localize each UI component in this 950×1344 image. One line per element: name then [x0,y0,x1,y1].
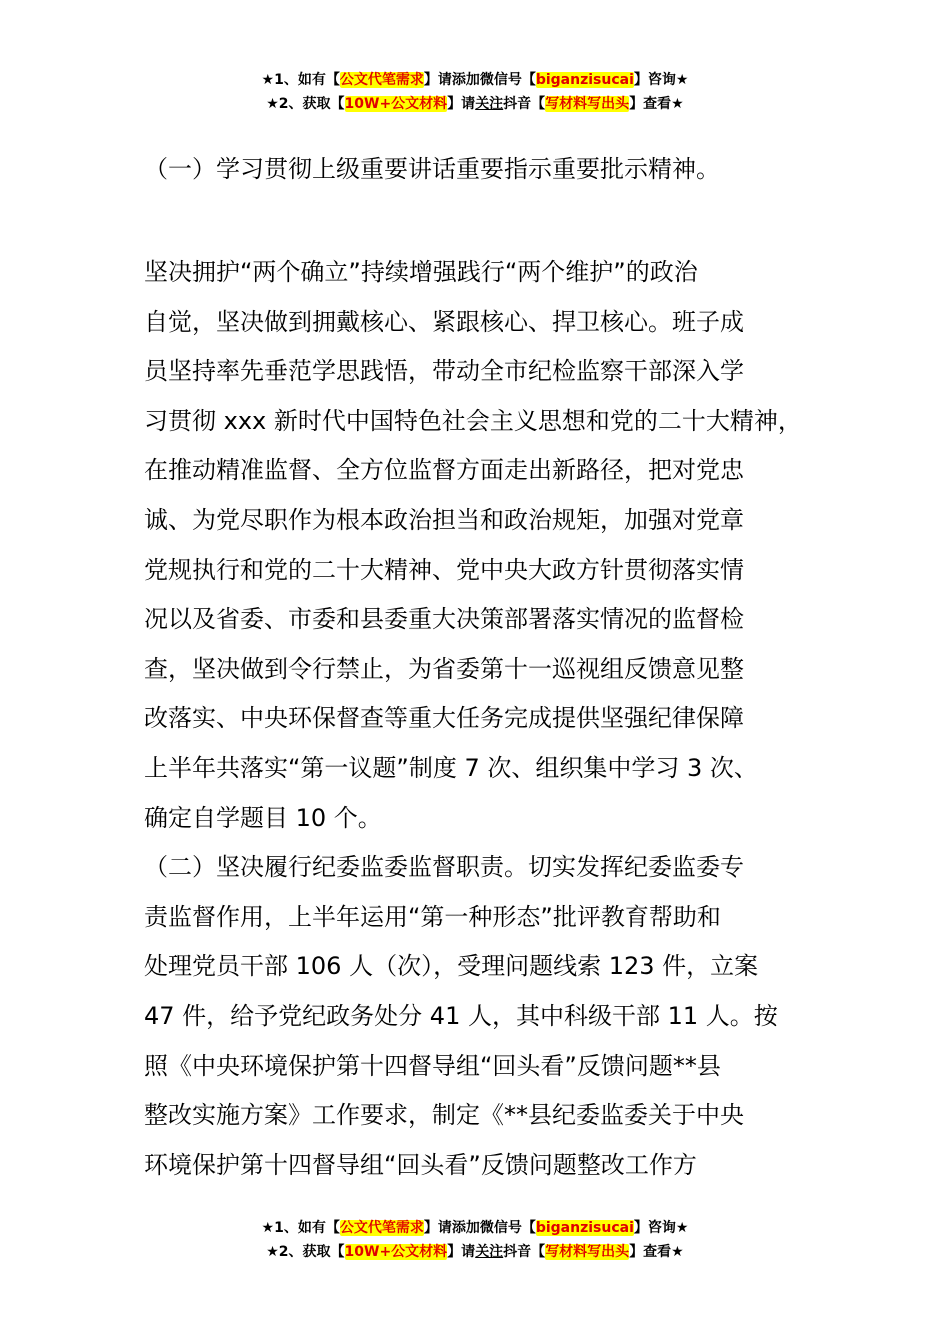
text-line: 改落实、中央环保督查等重大任务完成提供坚强纪律保障 [144,704,744,733]
text-line: 坚决拥护“两个确立”持续增强践行“两个维护”的政治 [144,258,698,286]
promo-text: ★1、如有【 [261,1220,340,1236]
text-line: 员坚持率先垂范学思践悟，带动全市纪检监察干部深入学 [144,357,744,386]
promo-text: 】咨询★ [633,1220,689,1236]
promo-highlight-wechat-id: biganzisucai [535,1220,634,1236]
text-line: 诚、为党尽职作为根本政治担当和政治规矩，加强对党章 [144,505,744,534]
promo-highlight: 10W+公文材料 [344,1244,448,1260]
promo-line-2 [0,1240,950,1264]
paragraph-1 [144,248,834,843]
text-line: 党规执行和党的二十大精神、党中央大政方针贯彻落实情 [144,555,744,584]
promo-text: 抖音【 [503,96,546,112]
promo-text: 】查看★ [629,96,684,112]
text-line: 自觉，坚决做到拥戴核心、紧跟核心、捍卫核心。班子成 [144,307,744,336]
text-line: （二）坚决履行纪委监委监督职责。切实发挥纪委监委专 [144,853,744,882]
promo-text: 】请添加微信号【 [423,72,536,88]
text-line: 上半年共落实“第一议题”制度 7 次、组织集中学习 3 次、 [144,753,758,782]
promo-banner-top [0,68,950,116]
text-line: 47 件，给予党纪政务处分 41 人，其中科级干部 11 人。按 [144,1001,778,1030]
promo-text: ★2、获取【 [266,96,345,112]
text-line: 照《中央环境保护第十四督导组“回头看”反馈问题**县 [144,1051,721,1080]
text-line: 在推动精准监督、全方位监督方面走出新路径，把对党忠 [144,456,744,485]
promo-text: 】查看★ [629,1244,684,1260]
section-heading-1: （一）学习贯彻上级重要讲话重要指示重要批示精神。 [144,155,720,183]
promo-text: 】咨询★ [633,72,689,88]
text-line: 责监督作用，上半年运用“第一种形态”批评教育帮助和 [144,902,721,931]
text-line: 确定自学题目 10 个。 [144,803,382,832]
promo-banner-bottom [0,1216,950,1264]
promo-highlight: 公文代笔需求 [339,1220,424,1236]
promo-highlight-douyin-id: 写材料写出头 [545,1244,630,1260]
text-line: 况以及省委、市委和县委重大决策部署落实情况的监督检 [144,605,744,634]
text-line: 习贯彻 xxx 新时代中国特色社会主义思想和党的二十大精神， [144,406,802,435]
text-line: 处理党员干部 106 人（次），受理问题线索 123 件，立案 [144,952,759,981]
promo-text: 】请 [447,96,476,112]
promo-highlight-douyin-id: 写材料写出头 [545,96,630,112]
promo-text: 】请添加微信号【 [423,1220,536,1236]
promo-line-1 [0,1216,950,1240]
promo-text: ★2、获取【 [266,1244,345,1260]
promo-line-2 [0,92,950,116]
promo-highlight: 公文代笔需求 [339,72,424,88]
promo-text: ★1、如有【 [261,72,340,88]
promo-line-1 [0,68,950,92]
text-line: 环境保护第十四督导组“回头看”反馈问题整改工作方 [144,1150,697,1179]
document-body [144,145,834,1190]
promo-underlined: 关注 [475,96,504,112]
paragraph-2 [144,843,834,1190]
text-line: 查，坚决做到令行禁止，为省委第十一巡视组反馈意见整 [144,654,744,683]
promo-underlined: 关注 [475,1244,504,1260]
promo-text: 】请 [447,1244,476,1260]
promo-highlight-wechat-id: biganzisucai [535,72,634,88]
promo-highlight: 10W+公文材料 [344,96,448,112]
promo-text: 抖音【 [503,1244,546,1260]
text-line: 整改实施方案》工作要求，制定《**县纪委监委关于中央 [144,1101,744,1130]
